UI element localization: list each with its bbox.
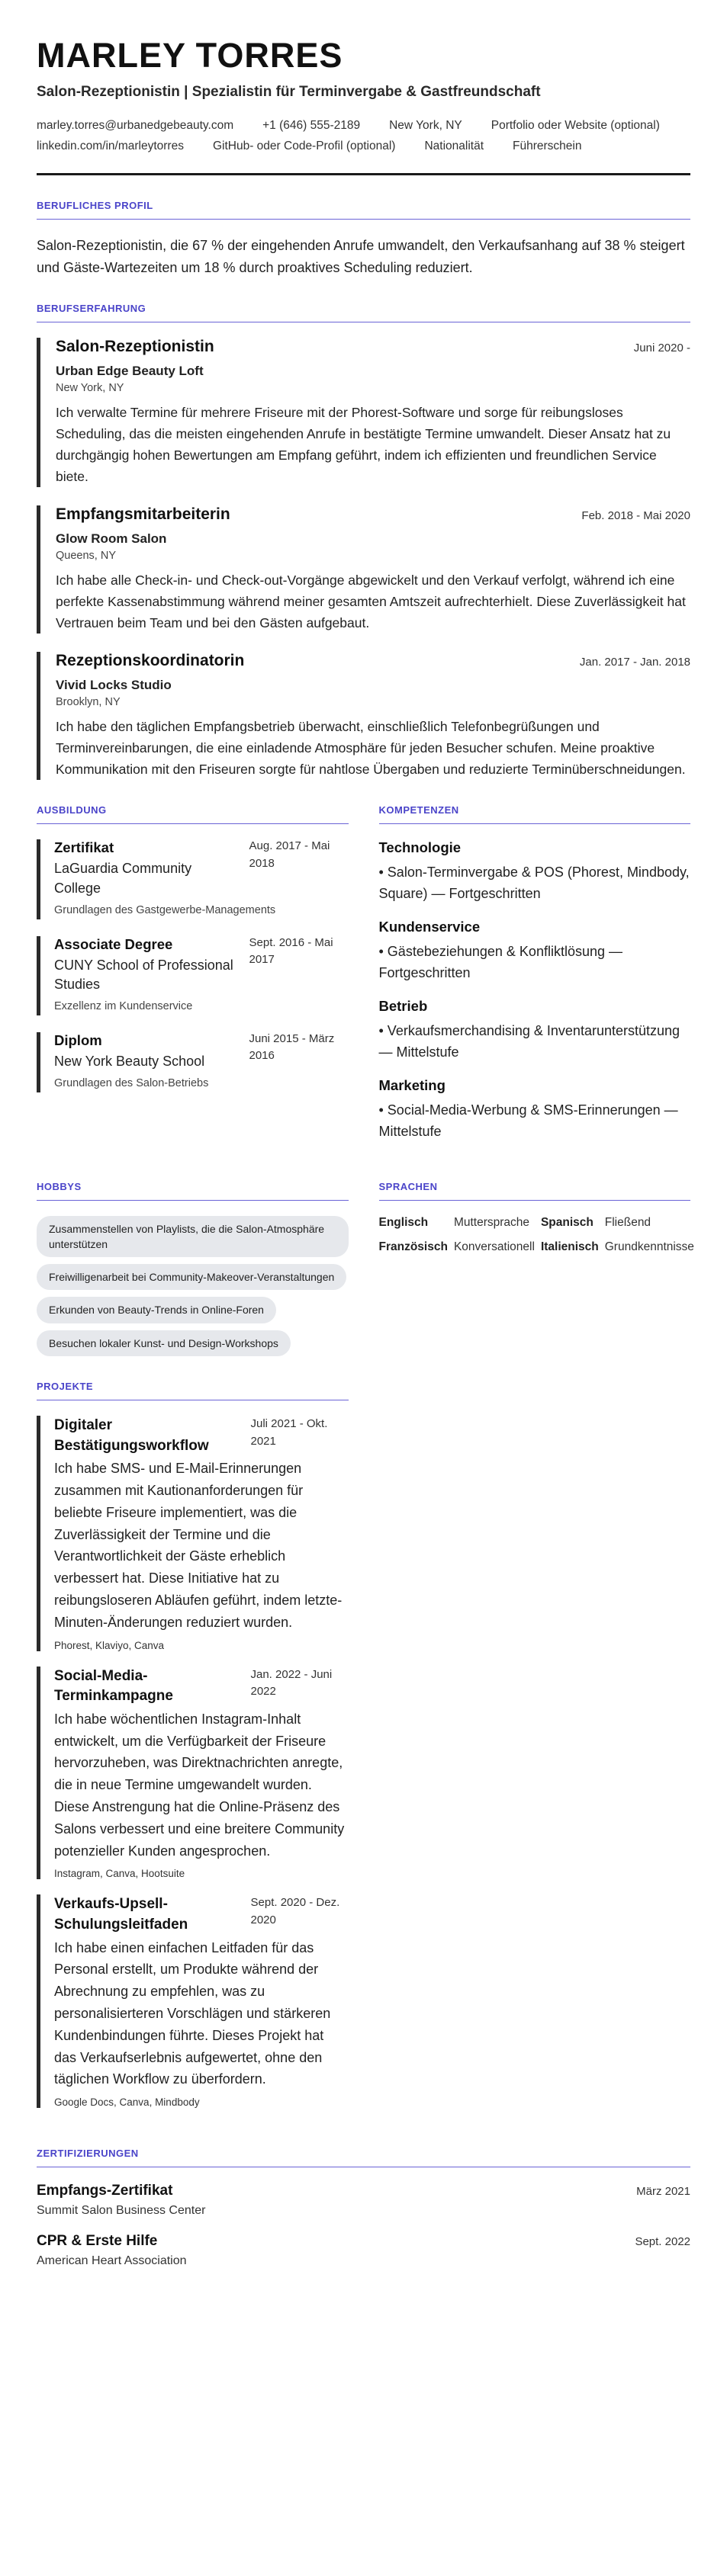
hobby-tag: Freiwilligenarbeit bei Community-Makeover-Veranstaltungen xyxy=(37,1264,346,1290)
project-title: Social-Media-Terminkampagne xyxy=(54,1667,173,1705)
language-level: Fließend xyxy=(604,1215,651,1229)
project-entry xyxy=(37,1667,349,1880)
projects-section xyxy=(37,1381,349,2123)
experience-entry xyxy=(37,652,690,780)
project-description: Ich habe wöchentlichen Instagram-Inhalt entwickelt, um die Verfügbarkeit der Friseure hervorzuheben, was Direktnachrichten anregte, die in neue Termine umgewandelt wurden. Diese Anstrengung hat die Online-Präsenz des Salons verbessert und eine breitere Community potenzieller Kunden angesprochen. xyxy=(54,1711,345,1859)
project-description: Ich habe einen einfachen Leitfaden für das Personal erstellt, um Produkte während der Abrechnung zu empfehlen, was zu personalisierteren Vorschlägen und stärkeren Kundenbindungen führte. Dieses Projekt hat das Verkaufserlebnis aufgewertet, ohne den täglichen Workflow zu überfordern. xyxy=(54,1939,331,2087)
education-date: Aug. 2017 - Mai 2018 xyxy=(249,839,330,870)
skill-group xyxy=(379,998,691,1063)
language-level: Konversationell xyxy=(453,1240,535,1253)
certification-date: Sept. 2022 xyxy=(635,2235,690,2249)
skill-item: • Verkaufsmerchandising & Inventarunterstützung — Mittelstufe xyxy=(378,1023,680,1060)
skill-category: Technologie xyxy=(378,839,462,856)
language-name: Spanisch xyxy=(540,1215,594,1229)
job-location: New York, NY xyxy=(56,382,124,395)
project-title: Digitaler Bestätigungsworkflow xyxy=(54,1417,209,1454)
project-tools: Instagram, Canva, Hootsuite xyxy=(54,1868,185,1880)
hobby-tag: Besuchen lokaler Kunst- und Design-Workshops xyxy=(37,1330,291,1356)
certification-issuer: Summit Salon Business Center xyxy=(37,2204,206,2218)
empty-column xyxy=(379,1381,691,2123)
language-name: Italienisch xyxy=(540,1240,599,1253)
hobbies-section xyxy=(37,1181,349,1356)
education-skills-row xyxy=(37,804,690,1156)
candidate-name: MARLEY TORRES xyxy=(37,36,343,75)
degree: Zertifikat xyxy=(54,839,114,856)
employer: Urban Edge Beauty Loft xyxy=(56,364,204,379)
experience-section xyxy=(37,303,690,780)
school: New York Beauty School xyxy=(54,1053,205,1069)
education-note: Exzellenz im Kundenservice xyxy=(54,999,193,1012)
project-title: Verkaufs-Upsell-Schulungsleitfaden xyxy=(54,1896,188,1933)
degree: Diplom xyxy=(54,1031,102,1048)
education-date: Juni 2015 - März 2016 xyxy=(249,1031,335,1063)
education-date: Sept. 2016 - Mai 2017 xyxy=(249,935,333,967)
skills-section xyxy=(379,804,691,1156)
education-section xyxy=(37,804,349,1156)
experience-entry xyxy=(37,505,690,634)
certification-entry xyxy=(37,2183,690,2218)
job-location: Brooklyn, NY xyxy=(56,696,121,709)
hobby-tag: Erkunden von Beauty-Trends in Online-Foren xyxy=(37,1297,276,1323)
contact-location: New York, NY xyxy=(389,118,462,132)
project-date: Sept. 2020 - Dez. 2020 xyxy=(250,1896,340,1926)
skill-item: • Gästebeziehungen & Konfliktlösung — Fortgeschritten xyxy=(378,944,622,981)
job-date: Feb. 2018 - Mai 2020 xyxy=(581,509,690,523)
skill-group xyxy=(379,839,691,905)
school: CUNY School of Professional Studies xyxy=(54,957,233,992)
certification-date: März 2021 xyxy=(636,2185,690,2199)
section-title: KOMPETENZEN xyxy=(379,804,691,824)
header-divider xyxy=(37,173,690,175)
certification-issuer: American Heart Association xyxy=(37,2254,187,2268)
education-note: Grundlagen des Salon-Betriebs xyxy=(54,1076,209,1089)
language-grid xyxy=(378,1215,694,1254)
section-title: SPRACHEN xyxy=(379,1181,691,1201)
hobby-list xyxy=(37,1216,349,1356)
project-description: Ich habe SMS- und E-Mail-Erinnerungen zusammen mit Kautionanforderungen für beliebte Friseure implementiert, was die Zuverlässigkeit der Termine und die Verantwortlichkeit der Gäste erheblich verbessert hat. Diese Initiative hat zu reibungsloseren Abläufen geführt, indem letzte-Minuten-Änderungen reduziert wurden. xyxy=(54,1461,343,1630)
skill-group xyxy=(379,919,691,984)
certifications-section xyxy=(37,2148,690,2268)
job-title: Empfangsmitarbeiterin xyxy=(56,505,230,524)
job-title: Salon-Rezeptionistin xyxy=(56,338,214,356)
section-title: ZERTIFIZIERUNGEN xyxy=(37,2148,690,2167)
certification-entry xyxy=(37,2233,690,2268)
job-title: Rezeptionskoordinatorin xyxy=(56,652,245,670)
degree: Associate Degree xyxy=(54,935,173,952)
contact-phone[interactable]: +1 (646) 555-2189 xyxy=(262,118,361,132)
experience-entry xyxy=(37,338,690,487)
skill-category: Marketing xyxy=(378,1076,446,1093)
language-level: Muttersprache xyxy=(453,1215,530,1229)
job-description: Ich habe alle Check-in- und Check-out-Vorgänge abgewickelt und den Verkauf verfolgt, während ich eine perfekte Kassenabstimmung während meiner gesamten Amtszeit aufrechterhielt. Diese Zuverlässigkeit hat Vertrauen beim Team und bei den Gästen aufgebaut. xyxy=(56,573,686,631)
job-location: Queens, NY xyxy=(56,550,116,563)
skill-category: Betrieb xyxy=(378,998,428,1015)
contact-portfolio[interactable]: Portfolio oder Website (optional) xyxy=(491,118,660,132)
project-date: Jan. 2022 - Juni 2022 xyxy=(250,1667,333,1699)
contact-nationality: Nationalität xyxy=(424,140,484,153)
language-name: Französisch xyxy=(378,1240,448,1253)
project-tools: Phorest, Klaviyo, Canva xyxy=(54,1639,165,1651)
profile-section xyxy=(37,200,690,279)
skill-item: • Salon-Terminvergabe & POS (Phorest, Mindbody, Square) — Fortgeschritten xyxy=(378,865,690,902)
education-entry xyxy=(37,936,349,1015)
section-title: PROJEKTE xyxy=(37,1381,349,1400)
skill-item: • Social-Media-Werbung & SMS-Erinnerungen — Mittelstufe xyxy=(378,1102,678,1139)
hobbies-languages-row xyxy=(37,1180,694,1356)
section-title: HOBBYS xyxy=(37,1181,349,1201)
certification-name: Empfangs-Zertifikat xyxy=(37,2183,173,2199)
project-entry xyxy=(37,1416,349,1651)
skill-category: Kundenservice xyxy=(378,919,481,935)
education-note: Grundlagen des Gastgewerbe-Managements xyxy=(54,903,276,916)
employer: Vivid Locks Studio xyxy=(56,678,172,693)
contact-linkedin[interactable]: linkedin.com/in/marleytorres xyxy=(37,140,184,153)
contact-github[interactable]: GitHub- oder Code-Profil (optional) xyxy=(212,140,396,153)
section-title: AUSBILDUNG xyxy=(37,804,349,824)
education-entry xyxy=(37,1032,349,1092)
language-level: Grundkenntnisse xyxy=(604,1240,694,1253)
language-name: Englisch xyxy=(378,1215,429,1229)
section-title: BERUFSERFAHRUNG xyxy=(37,303,690,322)
job-description: Ich habe den täglichen Empfangsbetrieb überwacht, einschließlich Telefonbegrüßungen und Terminvereinbarungen, die eine einladende Atmosphäre für jeden Besucher schufen. Meine proaktive Kommunikation mit den Friseuren sorgte für nahtlose Übergaben und reduzierte Terminüberschneidungen. xyxy=(56,719,686,778)
contact-license: Führerschein xyxy=(513,140,582,153)
profile-text: Salon-Rezeptionistin, die 67 % der eingehenden Anrufe umwandelt, den Verkaufsanhang auf 38 % steigert und Gäste-Wartezeiten um 18 % durch proaktives Scheduling reduziert. xyxy=(37,237,685,275)
section-title: BERUFLICHES PROFIL xyxy=(37,200,690,220)
hobby-tag: Zusammenstellen von Playlists, die die Salon-Atmosphäre unterstützen xyxy=(37,1216,349,1258)
skill-group xyxy=(379,1077,691,1143)
job-description: Ich verwalte Termine für mehrere Friseure mit der Phorest-Software und sorge für reibungsloses Scheduling, das die meisten eingehenden Anrufe in bestätigte Termine umwandelt. Dieser Ansatz hat zu durchgängig hohen Bewertungen am Empfang geführt, indem ich effizienten und freundlichen Service biete. xyxy=(56,405,671,485)
job-date: Juni 2020 - xyxy=(633,342,690,355)
project-tools: Google Docs, Canva, Mindbody xyxy=(54,2096,200,2109)
employer: Glow Room Salon xyxy=(56,531,167,547)
project-date: Juli 2021 - Okt. 2021 xyxy=(250,1417,328,1448)
projects-row xyxy=(37,1381,690,2123)
languages-section xyxy=(378,1180,694,1356)
school: LaGuardia Community College xyxy=(54,861,192,896)
certification-name: CPR & Erste Hilfe xyxy=(37,2233,158,2250)
education-entry xyxy=(37,839,349,919)
contact-info xyxy=(37,117,677,155)
job-date: Jan. 2017 - Jan. 2018 xyxy=(579,656,690,669)
project-entry xyxy=(37,1894,349,2108)
contact-email[interactable]: marley.torres@urbanedgebeauty.com xyxy=(37,118,234,132)
candidate-headline: Salon-Rezeptionistin | Spezialistin für Terminvergabe & Gastfreundschaft xyxy=(37,83,541,100)
resume-header xyxy=(37,37,690,175)
